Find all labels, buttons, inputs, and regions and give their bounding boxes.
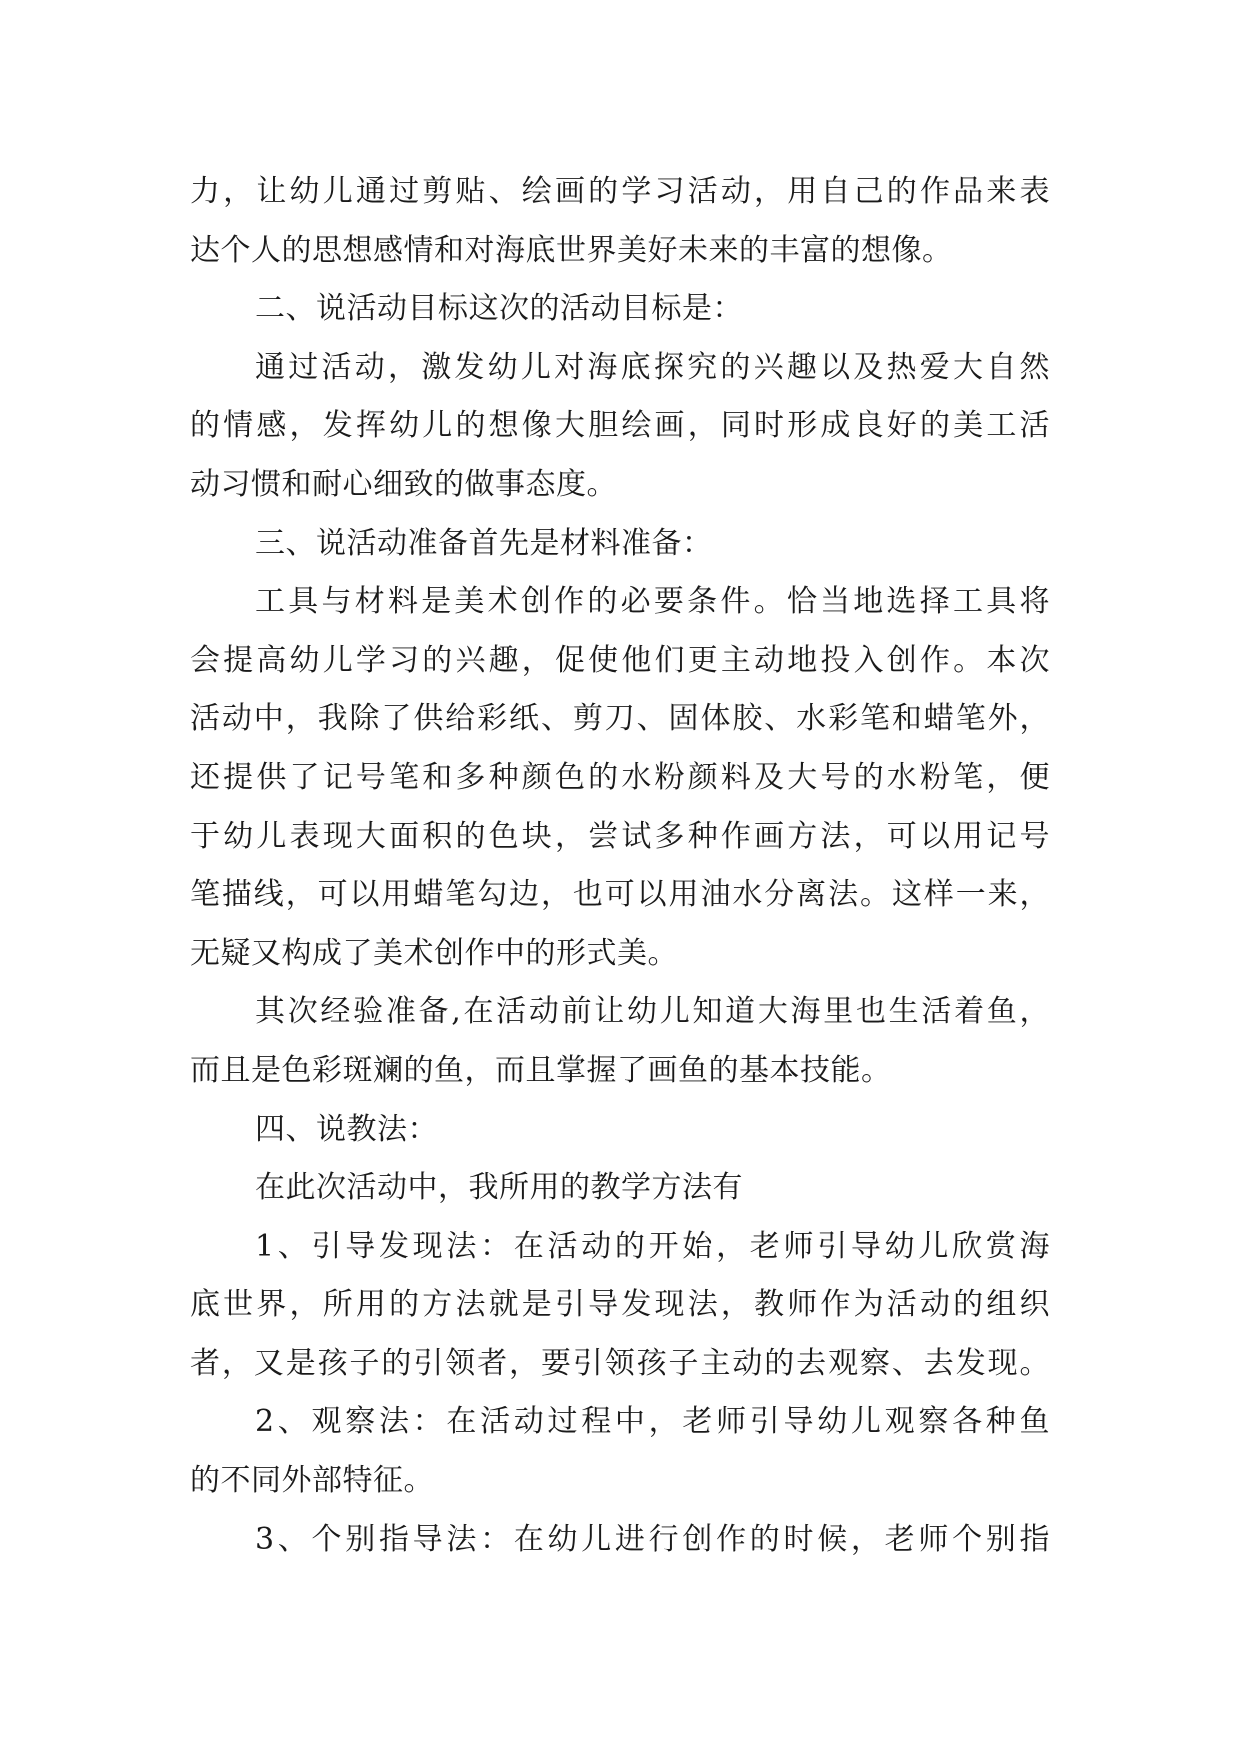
text-line: 无疑又构成了美术创作中的形式美。 (190, 935, 678, 971)
text-line: 通过活动，激发幼儿对海底探究的兴趣以及热爱大自然 (255, 349, 1050, 385)
text-line: 的不同外部特征。 (190, 1463, 434, 1499)
section-heading: 三、说活动准备首先是材料准备： (255, 525, 713, 561)
text-line: 底世界，所用的方法就是引导发现法，教师作为活动的组织 (190, 1287, 1050, 1323)
text-line: 于幼儿表现大面积的色块，尝试多种作画方法，可以用记号 (190, 818, 1050, 854)
text-line: 3、个别指导法：在幼儿进行创作的时候，老师个别指 (255, 1521, 1050, 1557)
text-line: 的情感，发挥幼儿的想像大胆绘画，同时形成良好的美工活 (190, 408, 1050, 444)
document-body (190, 163, 1050, 1569)
text-line: 还提供了记号笔和多种颜色的水粉颜料及大号的水粉笔，便 (190, 759, 1050, 795)
text-line: 动习惯和耐心细致的做事态度。 (190, 466, 617, 502)
section-heading: 二、说活动目标这次的活动目标是： (255, 291, 743, 327)
text-line: 力，让幼儿通过剪贴、绘画的学习活动，用自己的作品来表 (190, 174, 1050, 209)
text-line: 2、观察法：在活动过程中，老师引导幼儿观察各种鱼 (255, 1404, 1050, 1440)
text-line: 会提高幼儿学习的兴趣，促使他们更主动地投入创作。本次 (190, 642, 1050, 678)
text-line: 1、引导发现法：在活动的开始，老师引导幼儿欣赏海 (255, 1228, 1050, 1264)
text-line: 活动中，我除了供给彩纸、剪刀、固体胶、水彩笔和蜡笔外， (190, 701, 1050, 737)
text-line: 其次经验准备,在活动前让幼儿知道大海里也生活着鱼， (255, 994, 1050, 1030)
text-line: 工具与材料是美术创作的必要条件。恰当地选择工具将 (255, 584, 1050, 620)
text-line: 者，又是孩子的引领者，要引领孩子主动的去观察、去发现。 (190, 1345, 1050, 1381)
text-line: 笔描线，可以用蜡笔勾边，也可以用油水分离法。这样一来， (190, 877, 1050, 913)
text-line: 达个人的思想感情和对海底世界美好未来的丰富的想像。 (190, 232, 953, 268)
text-line: 在此次活动中，我所用的教学方法有 (255, 1170, 743, 1206)
section-heading: 四、说教法： (255, 1111, 438, 1147)
text-line: 而且是色彩斑斓的鱼，而且掌握了画鱼的基本技能。 (190, 1052, 892, 1088)
